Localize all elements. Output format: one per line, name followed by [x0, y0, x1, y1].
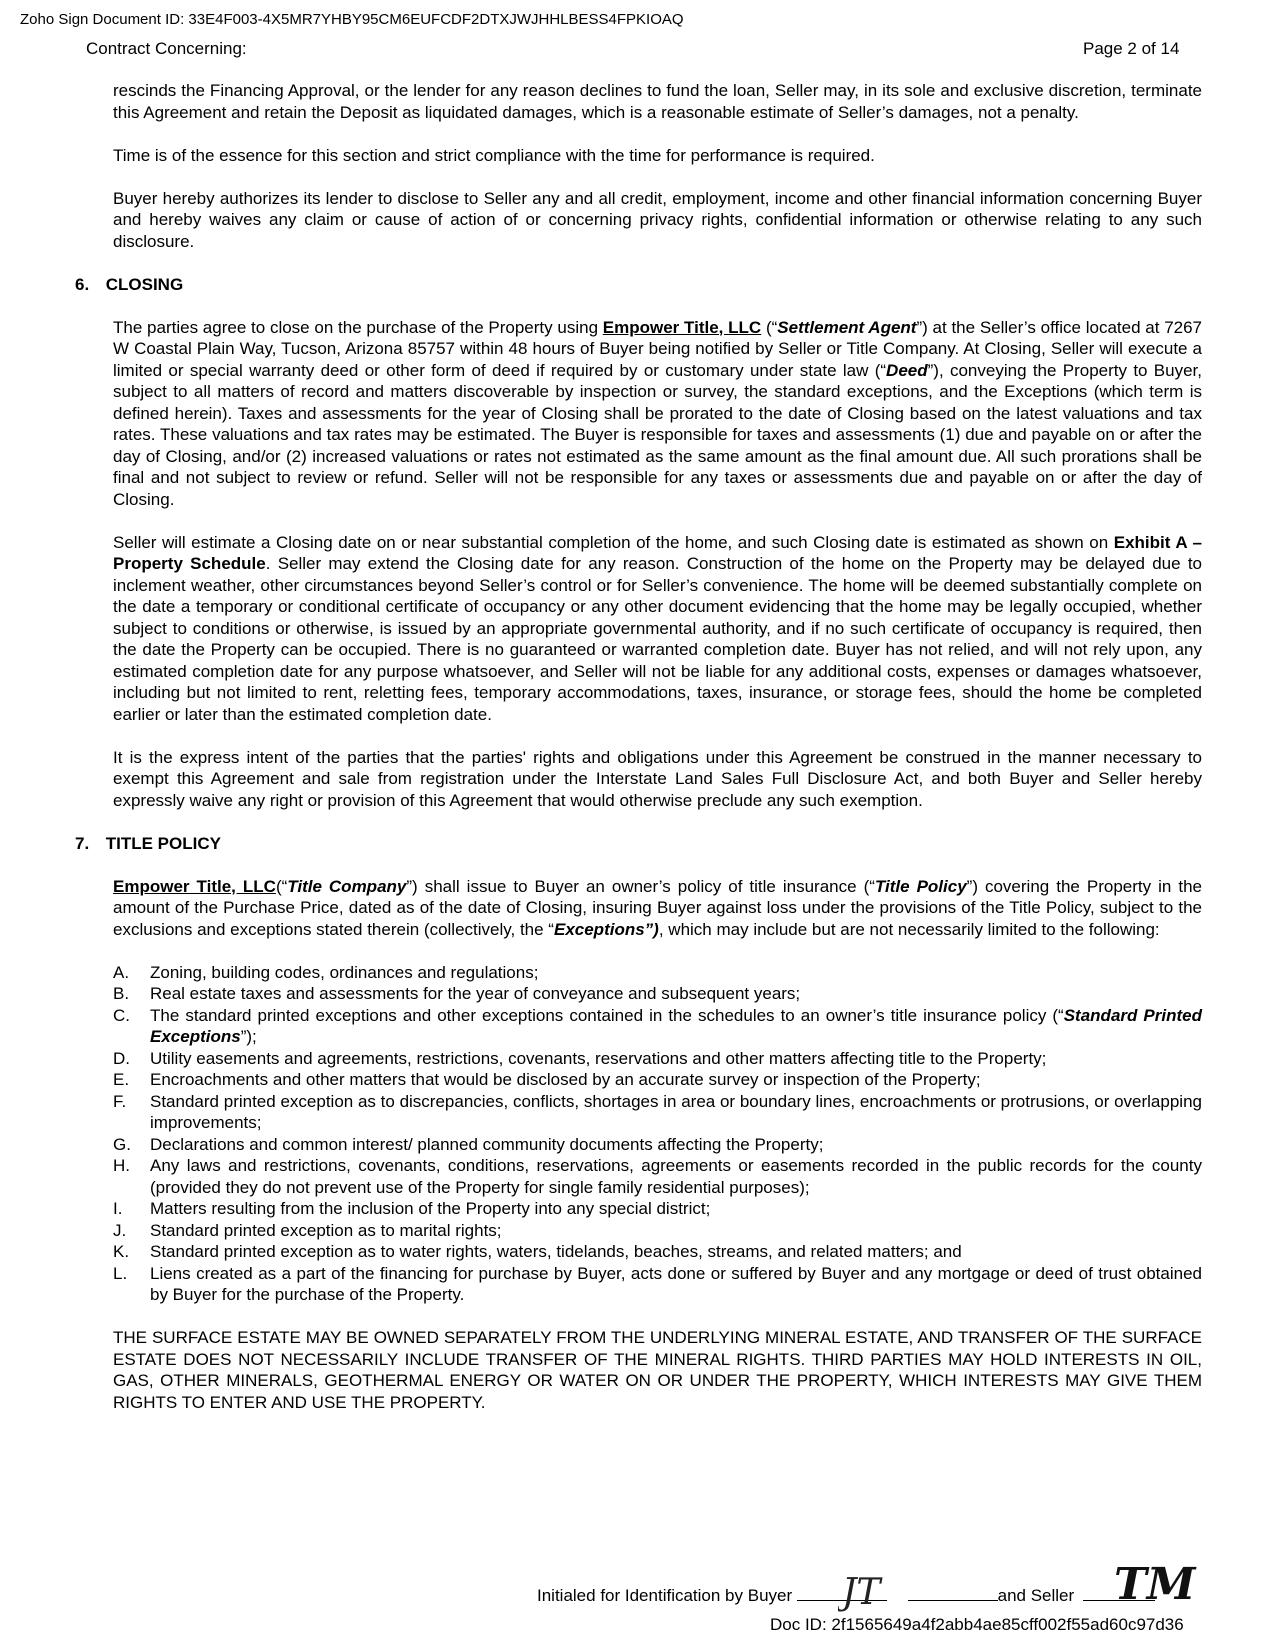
term-title-company: Title Company — [287, 876, 407, 896]
section-7-title: TITLE POLICY — [105, 833, 221, 853]
title-company-name: Empower Title, LLC — [113, 876, 276, 896]
page-number: Page 2 of 14 — [1083, 39, 1180, 58]
and-seller-label: and Seller — [997, 1586, 1075, 1605]
section-6-heading — [75, 274, 1202, 296]
exceptions-list — [113, 962, 1202, 1306]
paragraph-title-policy: Empower Title, LLC(“Title Company”) shall issue to Buyer an owner’s policy of title insurance (“Title Policy”) covering the Property in the amount of the Purchase Price, dated as of the date of Closing, insuring Buyer against loss under the provisions of the Title Policy, subject to the exclusions and exceptions stated therein (collectively, the “Exceptions”), which may include but are not necessarily limited to the following: — [113, 876, 1202, 939]
zoho-document-id: Zoho Sign Document ID: 33E4F003-4X5MR7YHBY95CM6EUFCDF2DTXJWJHHLBESS4FPKIOAQ — [20, 11, 684, 28]
section-7-heading — [75, 833, 1202, 855]
list-item: E. Encroachments and other matters that would be disclosed by an accurate survey or inspection of the Property; — [113, 1070, 981, 1089]
exhibit-a-reference: Exhibit A – Property Schedule — [113, 532, 1202, 573]
list-item: I. Matters resulting from the inclusion of the Property into any special district; — [113, 1199, 711, 1218]
list-item: F. Standard printed exception as to discrepancies, conflicts, shortages in area or boundary lines, encroachments or protrusions, or overlapping improvements; — [113, 1091, 1202, 1132]
paragraph-interstate-land-sales: It is the express intent of the parties that the parties' rights and obligations under this Agreement be construed in the manner necessary to exempt this Agreement and sale from registration under the Interstate Land Sales Full Disclosure Act, and both Buyer and Seller hereby expressly waive any right or provision of this Agreement that would otherwise preclude any such exemption. — [113, 747, 1202, 810]
section-6-number: 6. — [75, 274, 90, 294]
settlement-company-name: Empower Title, LLC — [602, 317, 762, 337]
list-item: C. The standard printed exceptions and other exceptions contained in the schedules to an owner’s title insurance policy (“Standard Printed Exceptions”); — [113, 1005, 1202, 1046]
initialed-label: Initialed for Identification by Buyer — [537, 1586, 793, 1605]
buyer-initials-signature — [838, 1568, 908, 1614]
term-title-policy: Title Policy — [874, 876, 967, 896]
term-deed: Deed — [886, 360, 928, 380]
paragraph-closing-date: Seller will estimate a Closing date on or near substantial completion of the home, and such Closing date is estimated as shown on Exhibit A – Property Schedule. Seller may extend the Closing date for any reason. Construction of the home on the Property may be delayed due to inclement weather, other circumstances beyond Seller’s control or for Seller’s convenience. The home will be deemed substantially complete on the date a temporary or conditional certificate of occupancy or any other document evidencing that the home may be legally occupied, whether subject to conditions or otherwise, is issued by an appropriate governmental authority, and if no such certificate of occupancy is required, then the date the Property can be occupied. There is no guaranteed or warranted completion date. Buyer has not relied, and will not rely upon, any estimated completion date for any purpose whatsoever, and Seller will not be liable for any additional costs, expenses or damages whatsoever, including but not limited to rent, reletting fees, temporary accommodations, taxes, insurance, or storage fees, should the home be completed earlier or later than the estimated completion date. — [113, 532, 1202, 724]
section-6-title: CLOSING — [105, 274, 184, 294]
term-standard-printed-exceptions: Standard Printed Exceptions — [150, 1005, 1202, 1046]
list-item: G. Declarations and common interest/ planned community documents affecting the Property; — [113, 1134, 824, 1154]
section-7-number: 7. — [75, 833, 90, 853]
list-item: H. Any laws and restrictions, covenants, conditions, reservations, agreements or easements recorded in the public records for the county (provided they do not prevent use of the Property for single family residential purposes); — [113, 1156, 1202, 1197]
paragraph-lender-disclosure: Buyer hereby authorizes its lender to disclose to Seller any and all credit, employment, income and other financial information concerning Buyer and hereby waives any claim or cause of action of or concerning privacy rights, confidential information or otherwise relating to any such disclosure. — [113, 188, 1202, 251]
list-item: D. Utility easements and agreements, restrictions, covenants, reservations and other matters affecting title to the Property; — [113, 1048, 1047, 1068]
document-body — [75, 80, 1203, 1413]
paragraph-financing-rescind: rescinds the Financing Approval, or the lender for any reason declines to fund the loan, Seller may, in its sole and exclusive discretion, terminate this Agreement and retain the Deposit as liquidated damages, which is a reasonable estimate of Seller’s damages, not a penalty. — [113, 81, 1202, 122]
svg-text:TM: TM — [1114, 1559, 1196, 1609]
mineral-rights-notice: THE SURFACE ESTATE MAY BE OWNED SEPARATELY FROM THE UNDERLYING MINERAL ESTATE, AND TRANSFER OF THE SURFACE ESTATE DOES NOT NECESSARILY INCLUDE TRANSFER OF THE MINERAL RIGHTS. THIRD PARTIES MAY HOLD INTERESTS IN OIL, GAS, OTHER MINERALS, GEOTHERMAL ENERGY OR WATER ON OR UNDER THE PROPERTY, WHICH INTERESTS MAY GIVE THEM RIGHTS TO ENTER AND USE THE PROPERTY. — [113, 1328, 1202, 1412]
list-item: J. Standard printed exception as to marital rights; — [113, 1220, 502, 1240]
list-item: L. Liens created as a part of the financing for purchase by Buyer, acts done or suffered by Buyer and any mortgage or deed of trust obtained by Buyer for the purchase of the Property. — [113, 1263, 1202, 1304]
buyer-second-initials-field[interactable] — [908, 1586, 998, 1601]
list-item: A. Zoning, building codes, ordinances and regulations; — [113, 962, 539, 982]
list-item: K. Standard printed exception as to water rights, waters, tidelands, beaches, streams, and related matters; and — [113, 1242, 962, 1261]
seller-initials-signature — [1112, 1557, 1204, 1609]
term-settlement-agent: Settlement Agent — [777, 317, 917, 337]
contract-concerning-label: Contract Concerning: — [86, 39, 247, 58]
term-exceptions: Exceptions”) — [553, 919, 659, 939]
svg-text:JT: JT — [842, 1572, 881, 1613]
paragraph-closing-agent: The parties agree to close on the purchase of the Property using Empower Title, LLC (“Settlement Agent”) at the Seller’s office located at 7267 W Coastal Plain Way, Tucson, Arizona 85757 within 48 hours of Buyer being notified by Seller or Title Company. At Closing, Seller will execute a limited or special warranty deed or other form of deed if required by or customary under state law (“Deed”), conveying the Property to Buyer, subject to all matters of record and matters discoverable by inspection or survey, the standard exceptions, and the Exceptions (which term is defined herein). Taxes and assessments for the year of Closing shall be prorated to the date of Closing based on the latest valuations and tax rates. These valuations and tax rates may be estimated. The Buyer is responsible for taxes and assessments (1) due and payable on or after the day of Closing, and/or (2) increased valuations or rates not estimated as the same amount as the final amount due. All such prorations shall be final and not subject to review or refund. Seller will not be responsible for any taxes or assessments due and payable on or after the day of Closing. — [113, 317, 1203, 509]
doc-id: Doc ID: 2f1565649a4f2abb4ae85cff002f55ad60c97d36 — [770, 1615, 1184, 1634]
list-item: B. Real estate taxes and assessments for the year of conveyance and subsequent years; — [113, 984, 801, 1003]
paragraph-time-essence: Time is of the essence for this section and strict compliance with the time for performance is required. — [113, 145, 875, 165]
